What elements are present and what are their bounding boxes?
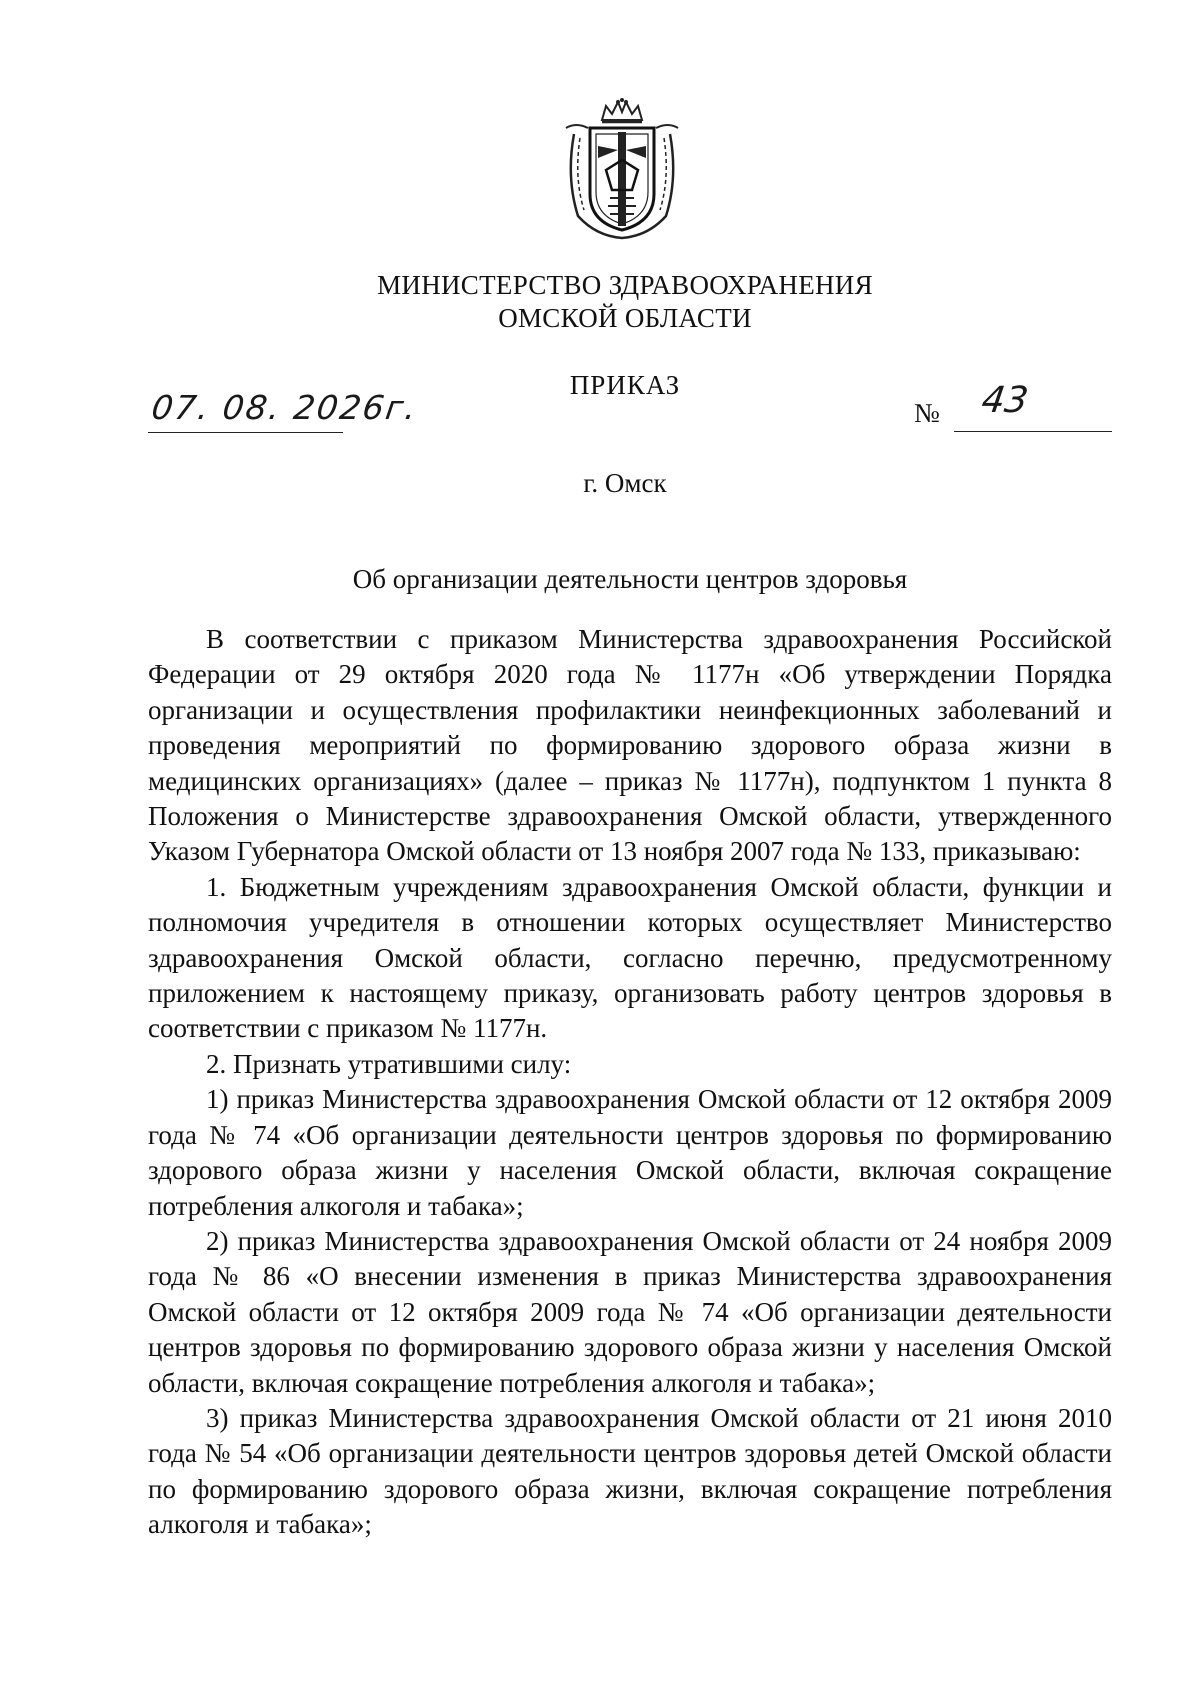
order-title: ПРИКАЗ	[569, 370, 681, 400]
document-body	[148, 622, 1112, 1543]
date-field	[148, 388, 421, 433]
omsk-region-coat-of-arms-icon	[560, 98, 684, 240]
handwritten-number: 43	[979, 380, 1031, 421]
paragraph-subitem-3: 3) приказ Министерства здравоохранения Омской области от 21 июня 2010 года № 54 «Об организации деятельности центров здоровья детей Омской области по формированию здорового образа жизни, включая сокращение потребления алкоголя и табака»;	[148, 1402, 1112, 1540]
paragraph-subitem-2: 2) приказ Министерства здравоохранения Омской области от 24 ноября 2009 года № 86 «О внесении изменения в приказ Министерства здравоохранения Омской области от 12 октября 2009 года № 74 «Об организации деятельности центров здоровья по формированию здорового образа жизни у населения Омской области, включая сокращение потребления алкоголя и табака»;	[148, 1225, 1112, 1398]
ministry-name-line2: ОМСКОЙ ОБЛАСТИ	[498, 303, 752, 333]
number-label: №	[914, 398, 940, 428]
ministry-name-line1: МИНИСТЕРСТВО ЗДРАВООХРАНЕНИЯ	[377, 270, 873, 300]
paragraph-item-2: 2. Признать утратившими силу:	[206, 1048, 572, 1079]
city: г. Омск	[583, 468, 667, 498]
paragraph-item-1: 1. Бюджетным учреждениям здравоохранения Омской области, функции и полномочия учредителя в отношении которых осуществляет Министерство здравоохранения Омской области, согласно перечню, предусмотренному приложением к настоящему приказу, организовать работу центров здоровья в соответствии с приказом № 1177н.	[148, 871, 1112, 1044]
document-title: Об организации деятельности центров здоровья	[352, 564, 908, 594]
paragraph-subitem-1: 1) приказ Министерства здравоохранения Омской области от 12 октября 2009 года № 74 «Об организации деятельности центров здоровья по формированию здорового образа жизни у населения Омской области, включая сокращение потребления алкоголя и табака»;	[148, 1084, 1112, 1221]
handwritten-date: 07. 08. 2026г.	[149, 388, 421, 427]
paragraph-preamble: В соответствии с приказом Министерства здравоохранения Российской Федерации от 29 октября 2020 года № 1177н «Об утверждении Порядка организации и осуществления профилактики неинфекционных заболеваний и проведения мероприятий по формированию здорового образа жизни в медицинских организациях» (далее – приказ № 1177н), подпунктом 1 пункта 8 Положения о Министерстве здравоохранения Омской области, утвержденного Указом Губернатора Омской области от 13 ноября 2007 года № 133, приказываю:	[148, 624, 1112, 867]
number-field	[954, 380, 1112, 432]
